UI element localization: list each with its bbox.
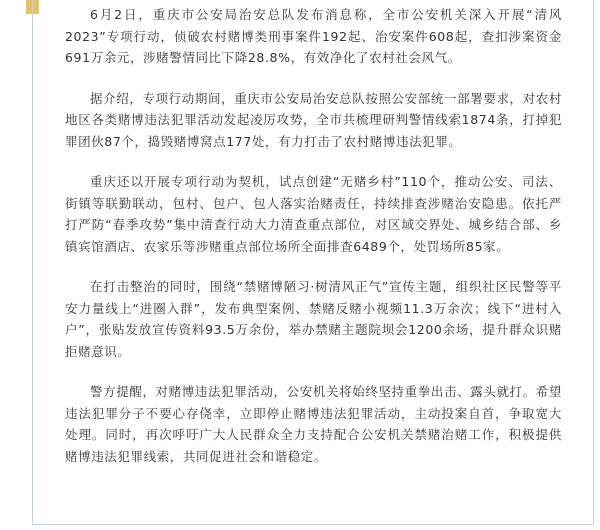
article-paragraph: 在打击整治的同时，围绕“禁赌博陋习·树清风正气”宣传主题，组织社区民警等平安力量线上“进圈入群”，发布典型案例、禁赌反赌小视频11.3万余次；线下“进村入户”，张贴发放宣传资料93.5万余份，举办禁赌主题院坝会1200余场，提升群众识赌拒赌意识。 (65, 279, 562, 359)
article-body (65, 4, 562, 486)
article-paragraph: 6月2日，重庆市公安局治安总队发布消息称，全市公安机关深入开展“清风2023”专项行动，侦破农村赌博类刑事案件192起、治安案件608起，查扣涉案资金691万余元，涉赌警情同比下降28.8%，有效净化了农村社会风气。 (65, 7, 562, 65)
article-paragraph: 重庆还以开展专项行动为契机，试点创建“无赌乡村”110个，推动公安、司法、街镇等联勤联动，包村、包户、包人落实治赌责任，持续排查涉赌治安隐患。依托严打严防“春季攻势”集中清查行动大力清查重点部位，对区域交界处、城乡结合部、乡镇宾馆酒店、农家乐等涉赌重点部位场所全面排查6489个，处罚场所85家。 (65, 174, 562, 254)
article-paragraph: 据介绍，专项行动期间，重庆市公安局治安总队按照公安部统一部署要求，对农村地区各类赌博违法犯罪活动发起凌厉攻势，全市共梳理研判警情线索1874条，打掉犯罪团伙87个，捣毁赌博窝点177处，有力打击了农村赌博违法犯罪。 (65, 90, 562, 149)
article-paragraph: 警方提醒，对赌博违法犯罪活动，公安机关将始终坚持重拳出击、露头就打。希望违法犯罪分子不要心存侥幸，立即停止赌博违法犯罪活动，主动投案自首，争取宽大处理。同时，再次呼吁广大人民群众全力支持配合公安机关禁赌治赌工作，积极提供赌博违法犯罪线索，共同促进社会和谐稳定。 (65, 384, 562, 464)
